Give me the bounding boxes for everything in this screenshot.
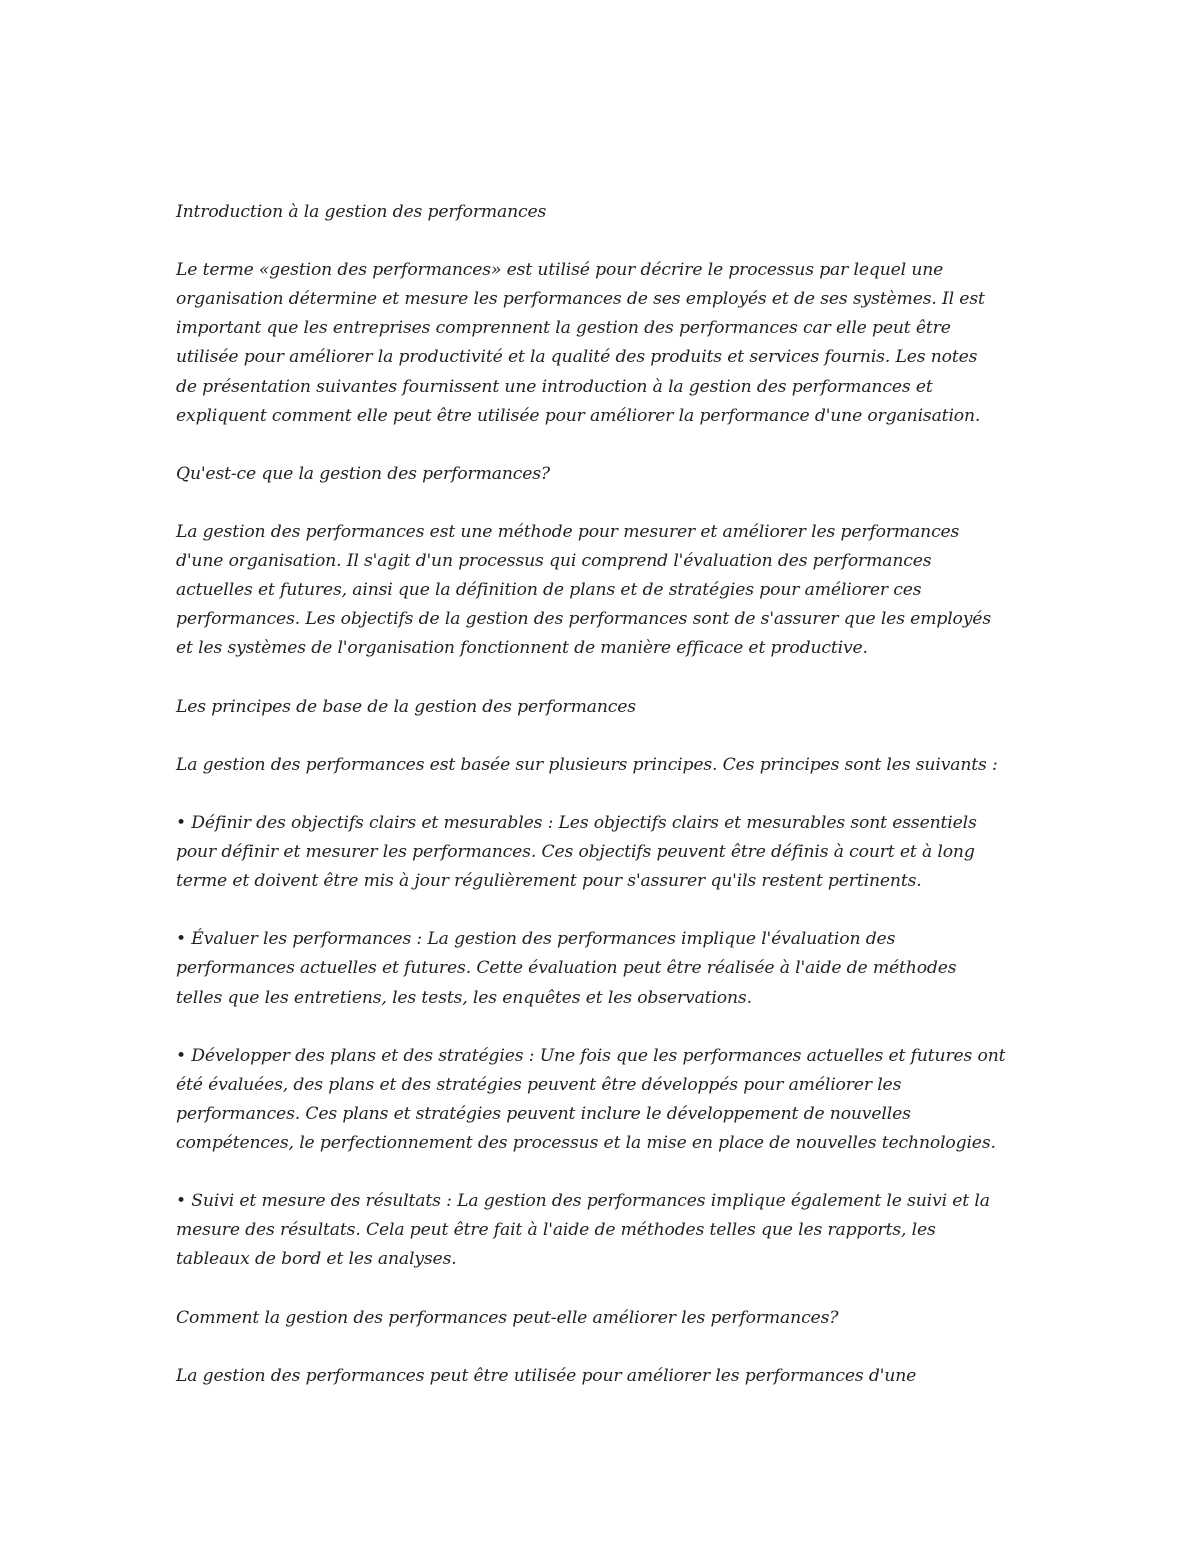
text-line: organisation détermine et mesure les performances de ses employés et de ses systèmes. Il est <box>176 289 985 310</box>
text-line: compétences, le perfectionnement des processus et la mise en place de nouvelles technologies. <box>176 1133 996 1153</box>
body-paragraph <box>176 518 1026 663</box>
text-line: de présentation suivantes fournissent une introduction à la gestion des performances et <box>176 376 933 397</box>
text-line: mesure des résultats. Cela peut être fait à l'aide de méthodes telles que les rapports, les <box>176 1220 936 1241</box>
text-line: performances. Ces plans et stratégies peuvent inclure le développement de nouvelles <box>176 1103 911 1124</box>
text-line: utilisée pour améliorer la productivité et la qualité des produits et services fournis. Les notes <box>176 347 978 368</box>
bullet-item <box>176 1187 1026 1274</box>
section-heading <box>176 693 1026 722</box>
paragraph-spacer <box>176 227 1026 256</box>
text-line: important que les entreprises comprennent la gestion des performances car elle peut être <box>176 318 951 339</box>
section-heading <box>176 1304 1026 1333</box>
bullet-item <box>176 925 1026 1012</box>
bullet-item <box>176 809 1026 896</box>
paragraph-spacer <box>176 489 1026 518</box>
paragraph-spacer <box>176 722 1026 751</box>
paragraph-spacer <box>176 780 1026 809</box>
text-line: La gestion des performances peut être utilisée pour améliorer les performances d'une <box>176 1365 917 1386</box>
text-line: Qu'est-ce que la gestion des performances? <box>176 463 550 484</box>
paragraph-spacer <box>176 1158 1026 1187</box>
text-line: La gestion des performances est une méthode pour mesurer et améliorer les performances <box>176 522 960 543</box>
text-line: terme et doivent être mis à jour régulièrement pour s'assurer qu'ils restent pertinents. <box>176 871 922 892</box>
text-line: performances. Les objectifs de la gestion des performances sont de s'assurer que les employés <box>176 609 992 630</box>
body-paragraph <box>176 1362 1026 1391</box>
paragraph-spacer <box>176 896 1026 925</box>
text-line: Le terme «gestion des performances» est utilisé pour décrire le processus par lequel une <box>176 260 944 281</box>
paragraph-spacer <box>176 1333 1026 1362</box>
text-line: La gestion des performances est basée sur plusieurs principes. Ces principes sont les suivants : <box>176 754 998 775</box>
text-line: Comment la gestion des performances peut-elle améliorer les performances? <box>176 1307 839 1328</box>
bullet-item <box>176 1042 1026 1158</box>
section-heading <box>176 198 1026 227</box>
text-line: • Évaluer les performances : La gestion des performances implique l'évaluation des <box>176 929 896 950</box>
paragraph-spacer <box>176 431 1026 460</box>
text-line: Les principes de base de la gestion des performances <box>176 696 636 717</box>
text-line: d'une organisation. Il s'agit d'un processus qui comprend l'évaluation des performances <box>176 551 932 572</box>
text-line: • Suivi et mesure des résultats : La gestion des performances implique également le suivi et la <box>176 1191 990 1212</box>
text-line: pour définir et mesurer les performances. Ces objectifs peuvent être définis à court et à long <box>176 842 975 863</box>
text-line: actuelles et futures, ainsi que la définition de plans et de stratégies pour améliorer ces <box>176 580 922 601</box>
text-line: été évaluées, des plans et des stratégies peuvent être développés pour améliorer les <box>176 1074 902 1095</box>
text-line: Introduction à la gestion des performances <box>176 202 547 222</box>
text-line: et les systèmes de l'organisation fonctionnent de manière efficace et productive. <box>176 638 868 659</box>
body-paragraph <box>176 751 1026 780</box>
text-line: • Définir des objectifs clairs et mesurables : Les objectifs clairs et mesurables sont essentiels <box>176 812 977 833</box>
paragraph-spacer <box>176 664 1026 693</box>
body-paragraph <box>176 256 1026 431</box>
text-line: performances actuelles et futures. Cette évaluation peut être réalisée à l'aide de méthodes <box>176 958 957 979</box>
text-line: expliquent comment elle peut être utilisée pour améliorer la performance d'une organisation. <box>176 405 981 426</box>
text-line: • Développer des plans et des stratégies : Une fois que les performances actuelles et futures ont <box>176 1045 1006 1066</box>
text-line: tableaux de bord et les analyses. <box>176 1249 457 1270</box>
paragraph-spacer <box>176 1274 1026 1303</box>
document-body <box>176 198 1026 1391</box>
text-line: telles que les entretiens, les tests, les enquêtes et les observations. <box>176 987 752 1008</box>
paragraph-spacer <box>176 1013 1026 1042</box>
section-heading <box>176 460 1026 489</box>
